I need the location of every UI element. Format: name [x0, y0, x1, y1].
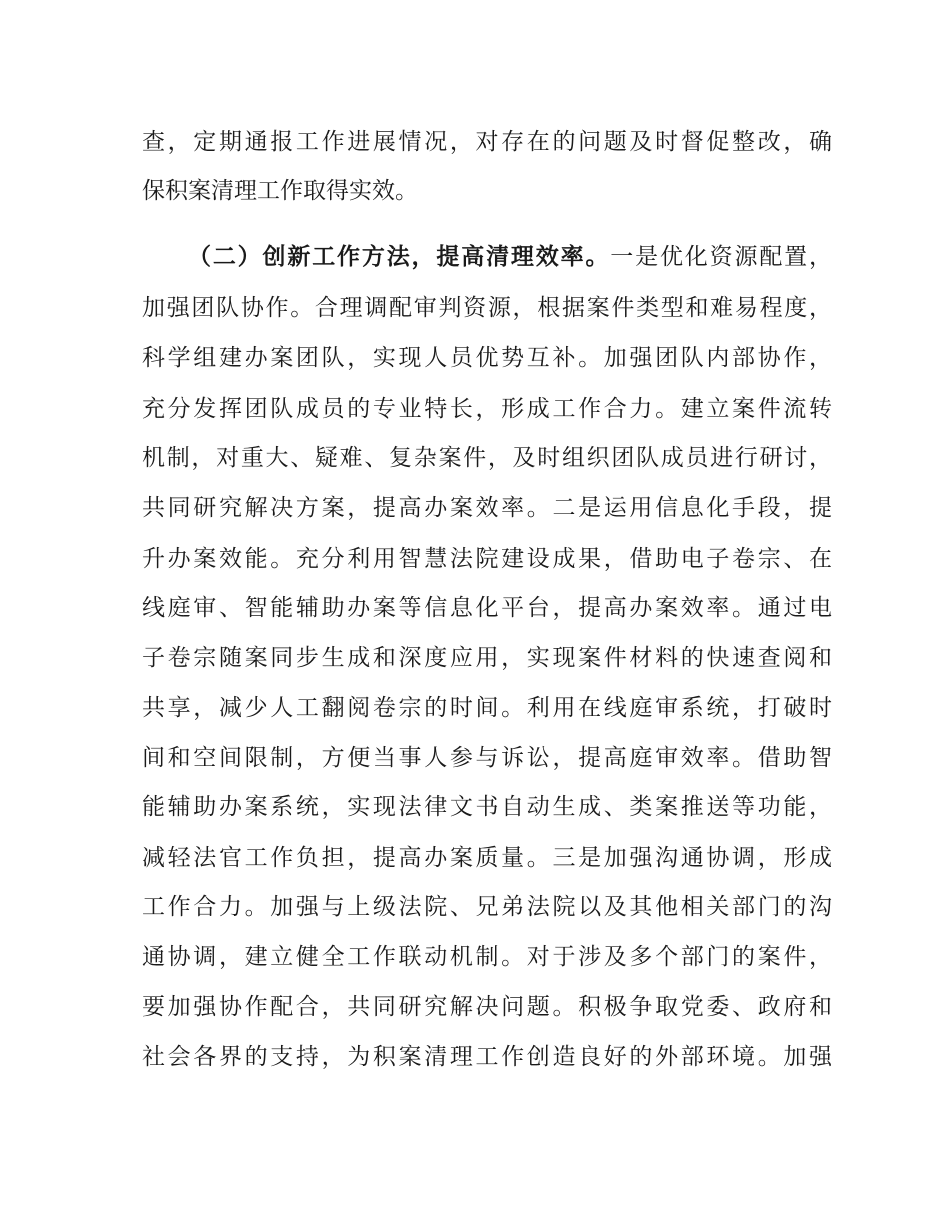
text-line-11: 子卷宗随案同步生成和深度应用，实现案件材料的快速查阅和 — [142, 645, 832, 671]
text-line-8: 共同研究解决方案，提高办案效率。二是运用信息化手段，提 — [142, 495, 832, 521]
text-line-4: 加强团队协作。合理调配审判资源，根据案件类型和难易程度， — [142, 295, 832, 321]
text-line-2: 保积案清理工作取得实效。 — [142, 178, 418, 204]
text-line-17: 通协调，建立健全工作联动机制。对于涉及多个部门的案件， — [142, 944, 832, 970]
text-line-15: 减轻法官工作负担，提高办案质量。三是加强沟通协调，形成 — [142, 845, 832, 871]
section-paragraph-start — [188, 237, 832, 277]
text-line-13: 间和空间限制，方便当事人参与诉讼，提高庭审效率。借助智 — [142, 745, 832, 771]
text-line-12: 共享，减少人工翻阅卷宗的时间。利用在线庭审系统，打破时 — [142, 695, 832, 721]
text-line-16: 工作合力。加强与上级法院、兄弟法院以及其他相关部门的沟 — [142, 894, 832, 920]
text-line-6: 充分发挥团队成员的专业特长，形成工作合力。建立案件流转 — [142, 396, 832, 422]
text-line-9: 升办案效能。充分利用智慧法院建设成果，借助电子卷宗、在 — [142, 546, 832, 572]
text-line-7: 机制，对重大、疑难、复杂案件，及时组织团队成员进行研讨， — [142, 445, 832, 471]
section-heading: （二）创新工作方法，提高清理效率。 — [188, 244, 611, 270]
text-line-5: 科学组建办案团队，实现人员优势互补。加强团队内部协作， — [142, 345, 832, 371]
text-line-19: 社会各界的支持，为积案清理工作创造良好的外部环境。加强 — [142, 1044, 832, 1070]
text-line-3: 一是优化资源配置， — [610, 244, 833, 270]
text-line-10: 线庭审、智能辅助办案等信息化平台，提高办案效率。通过电 — [142, 595, 832, 621]
text-line-1: 查，定期通报工作进展情况，对存在的问题及时督促整改，确 — [142, 129, 832, 155]
text-line-14: 能辅助办案系统，实现法律文书自动生成、类案推送等功能， — [142, 794, 832, 820]
text-line-18: 要加强协作配合，共同研究解决问题。积极争取党委、政府和 — [142, 994, 832, 1020]
